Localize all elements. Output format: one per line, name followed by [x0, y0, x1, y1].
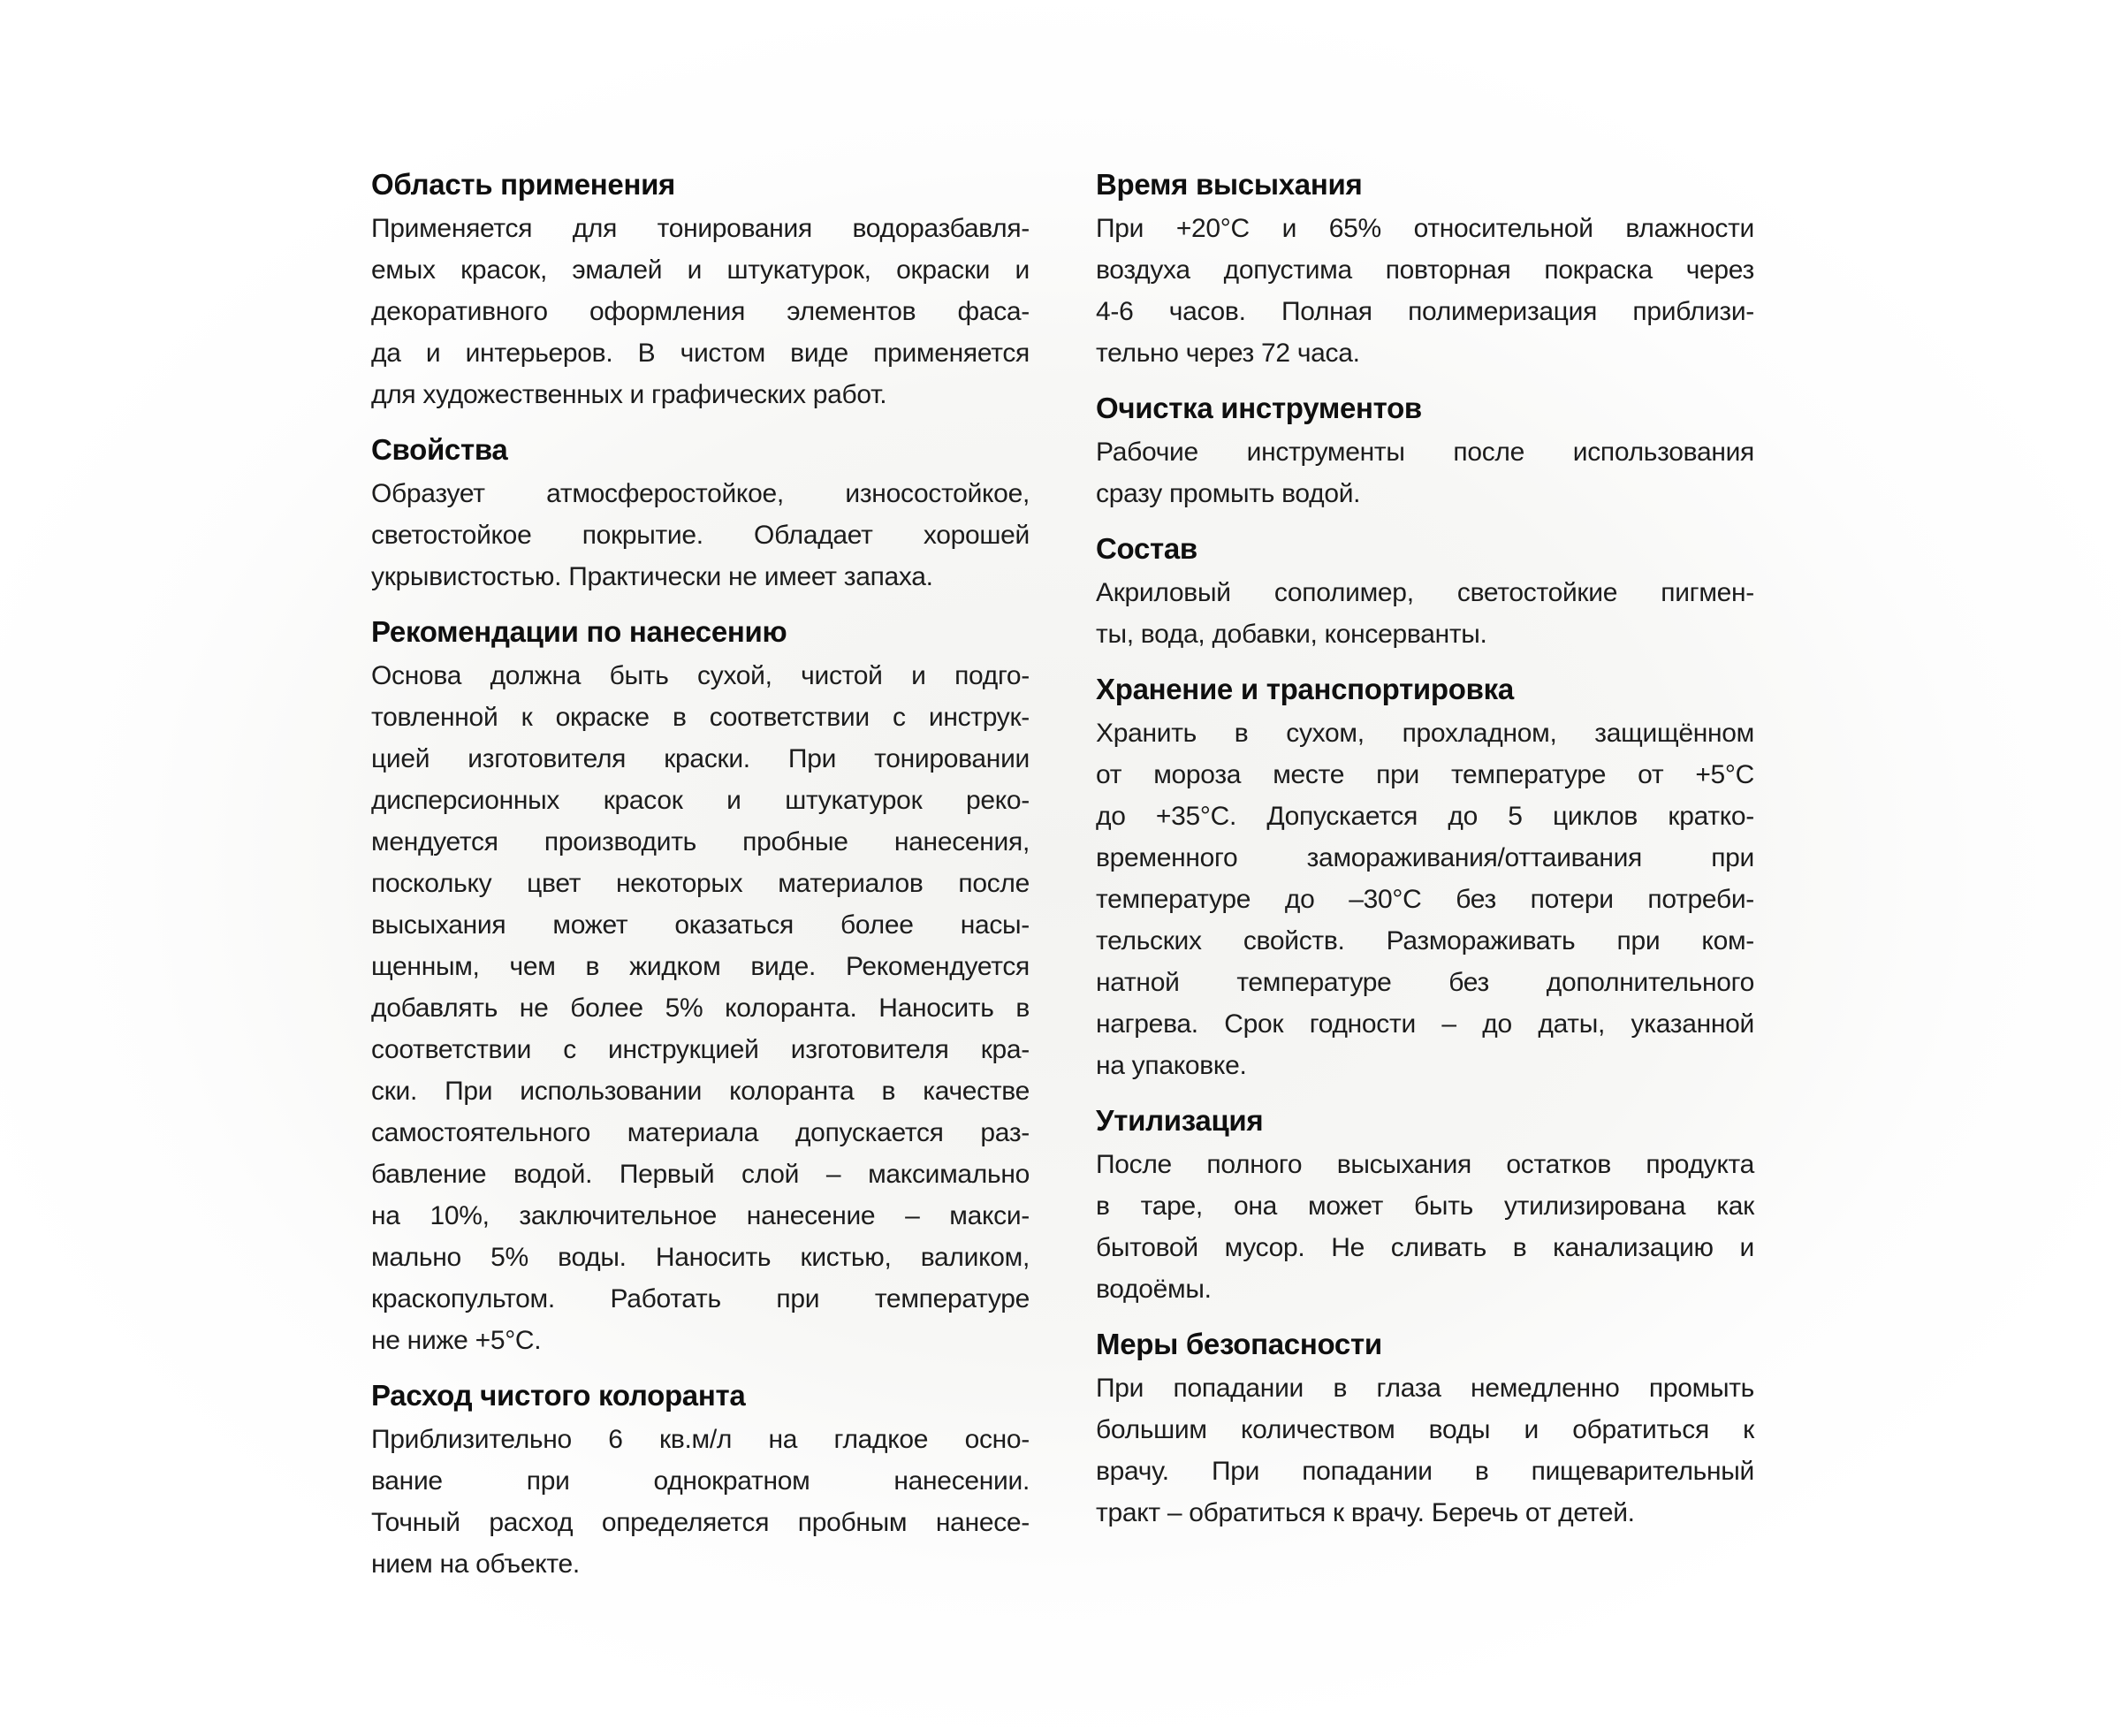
section-title: Расход чистого колоранта	[371, 1379, 746, 1412]
text-line: не ниже +5°С.	[371, 1326, 542, 1355]
text-line: поскольку цвет некоторых материалов после	[371, 869, 1030, 898]
text-line: бавление водой. Первый слой – максимально	[371, 1160, 1030, 1189]
text-line: на 10%, заключительное нанесение – макси-	[371, 1201, 1030, 1230]
text-line: мально 5% воды. Наносить кистью, валиком,	[371, 1243, 1030, 1272]
text-line: температуре до –30°С без потери потреби-	[1096, 885, 1754, 914]
text-line: соответствии с инструкцией изготовителя кра-	[371, 1035, 1030, 1064]
section-body	[1096, 712, 1754, 1086]
text-line: воздуха допустима повторная покраска через	[1096, 255, 1754, 285]
section-title: Хранение и транспортировка	[1096, 673, 1514, 705]
text-line: товленной к окраске в соответствии с инструк-	[371, 703, 1030, 732]
section-body	[1096, 572, 1754, 655]
section-body	[371, 1419, 1030, 1585]
text-line: врачу. При попадании в пищеварительный	[1096, 1457, 1754, 1486]
text-line: водоёмы.	[1096, 1275, 1212, 1304]
text-line: Применяется для тонирования водоразбавля-	[371, 214, 1030, 243]
text-line: 4-6 часов. Полная полимеризация приблизи-	[1096, 297, 1754, 326]
text-line: укрывистостью. Практически не имеет запаха.	[371, 562, 933, 591]
text-line: до +35°С. Допускается до 5 циклов кратко-	[1096, 802, 1754, 831]
text-line: емых красок, эмалей и штукатурок, окраски и	[371, 255, 1030, 285]
text-line: При попадании в глаза немедленно промыть	[1096, 1374, 1754, 1403]
text-line: Образует атмосферостойкое, износостойкое,	[371, 479, 1030, 508]
text-line: Точный расход определяется пробным нанесе-	[371, 1508, 1030, 1537]
text-line: натной температуре без дополнительного	[1096, 968, 1754, 997]
text-line: Приблизительно 6 кв.м/л на гладкое осно-	[371, 1425, 1030, 1454]
text-line: бытовой мусор. Не сливать в канализацию и	[1096, 1233, 1754, 1262]
text-line: сразу промыть водой.	[1096, 479, 1361, 508]
text-line: тельских свойств. Размораживать при ком-	[1096, 926, 1754, 956]
text-line: тракт – обратиться к врачу. Беречь от детей.	[1096, 1498, 1635, 1527]
section	[371, 611, 1030, 1361]
section	[1096, 528, 1754, 655]
section-body	[1096, 208, 1754, 374]
text-line: от мороза месте при температуре от +5°С	[1096, 760, 1754, 789]
section-title: Свойства	[371, 433, 508, 466]
text-line: временного замораживания/оттаивания при	[1096, 843, 1754, 872]
section	[371, 429, 1030, 598]
text-line: в таре, она может быть утилизирована как	[1096, 1192, 1754, 1221]
section	[1096, 1100, 1754, 1310]
text-line: нагрева. Срок годности – до даты, указанной	[1096, 1009, 1754, 1039]
text-line: нием на объекте.	[371, 1549, 580, 1579]
section	[1096, 668, 1754, 1086]
section-title: Очистка инструментов	[1096, 392, 1422, 424]
text-line: ты, вода, добавки, консерванты.	[1096, 620, 1487, 649]
text-line: Основа должна быть сухой, чистой и подго-	[371, 661, 1030, 690]
text-line: цией изготовителя краски. При тонировании	[371, 744, 1030, 773]
section-body	[1096, 431, 1754, 514]
section-title: Область применения	[371, 168, 676, 201]
text-line: ски. При использовании колоранта в качестве	[371, 1077, 1030, 1106]
section	[1096, 387, 1754, 514]
section-body	[1096, 1144, 1754, 1310]
text-line: дисперсионных красок и штукатурок реко-	[371, 786, 1030, 815]
text-line: большим количеством воды и обратиться к	[1096, 1415, 1754, 1444]
column-right	[1096, 164, 1754, 1585]
text-line: самостоятельного материала допускается раз-	[371, 1118, 1030, 1147]
text-line: на упаковке.	[1096, 1051, 1247, 1080]
section-title: Утилизация	[1096, 1104, 1264, 1137]
text-line: да и интерьеров. В чистом виде применяется	[371, 339, 1030, 368]
text-line: декоративного оформления элементов фаса-	[371, 297, 1030, 326]
text-line: щенным, чем в жидком виде. Рекомендуется	[371, 952, 1030, 981]
label-columns	[371, 164, 1754, 1585]
text-line: краскопультом. Работать при температуре	[371, 1284, 1030, 1313]
section-title: Состав	[1096, 532, 1197, 565]
section-body	[1096, 1367, 1754, 1534]
text-line: высыхания может оказаться более насы-	[371, 910, 1030, 940]
section-title: Меры безопасности	[1096, 1328, 1382, 1360]
text-line: светостойкое покрытие. Обладает хорошей	[371, 521, 1030, 550]
section-body	[371, 655, 1030, 1361]
section-body	[371, 473, 1030, 598]
text-line: для художественных и графических работ.	[371, 380, 887, 409]
column-left	[371, 164, 1030, 1585]
text-line: Рабочие инструменты после использования	[1096, 438, 1754, 467]
section-title: Рекомендации по нанесению	[371, 615, 787, 648]
section-title: Время высыхания	[1096, 168, 1363, 201]
text-line: При +20°С и 65% относительной влажности	[1096, 214, 1754, 243]
text-line: добавлять не более 5% колоранта. Наносить в	[371, 994, 1030, 1023]
text-line: тельно через 72 часа.	[1096, 339, 1360, 368]
section	[371, 164, 1030, 415]
section	[371, 1374, 1030, 1585]
text-line: Хранить в сухом, прохладном, защищённом	[1096, 719, 1754, 748]
section	[1096, 164, 1754, 374]
text-line: Акриловый сополимер, светостойкие пигмен-	[1096, 578, 1754, 607]
text-line: мендуется производить пробные нанесения,	[371, 827, 1030, 857]
text-line: После полного высыхания остатков продукта	[1096, 1150, 1754, 1179]
section-body	[371, 208, 1030, 415]
section	[1096, 1323, 1754, 1534]
text-line: вание при однократном нанесении.	[371, 1466, 1030, 1496]
